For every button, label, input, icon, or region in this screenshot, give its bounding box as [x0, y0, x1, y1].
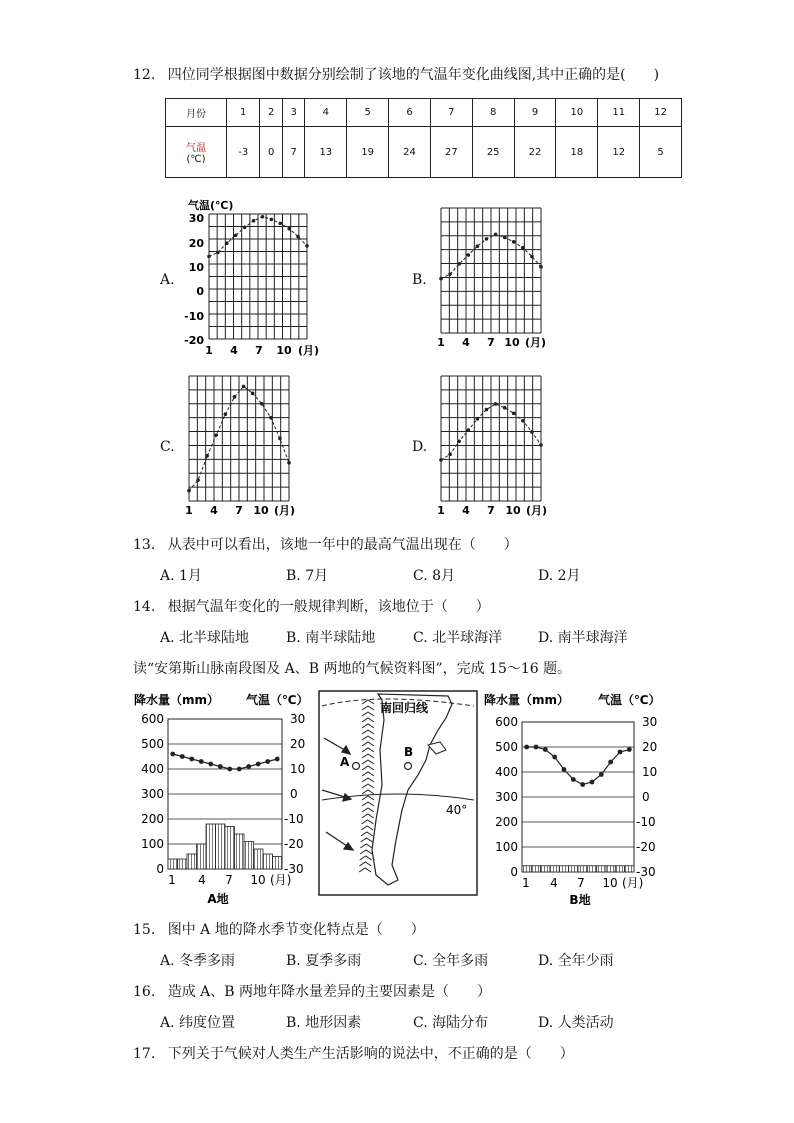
y-tick-label: 20: [188, 237, 204, 250]
precip-bar: [522, 866, 531, 872]
tropic-label: 南回归线: [380, 701, 429, 715]
x-tick: 10: [602, 876, 618, 890]
data-point: [485, 408, 489, 412]
data-point: [207, 255, 211, 259]
x-tick: 10: [250, 873, 266, 887]
x-unit-label: (月): [525, 336, 547, 349]
y-tick-label: -10: [184, 310, 204, 323]
graph-d-label: D.: [412, 439, 428, 455]
temp-line: [173, 754, 278, 769]
x-unit-label: (月): [274, 504, 296, 517]
precip-bar: [263, 854, 273, 869]
data-point: [476, 244, 480, 248]
data-point: [503, 406, 507, 410]
right-tick: -20: [636, 840, 656, 854]
data-point: [521, 419, 525, 423]
x-unit: (月): [622, 876, 644, 890]
data-point: [494, 233, 498, 237]
option-b[interactable]: B. 7月: [286, 568, 329, 584]
x-tick-label: 7: [255, 344, 263, 357]
precip-bar: [606, 866, 615, 872]
left-tick: 600: [141, 712, 164, 726]
point-a-label: A: [340, 755, 350, 769]
data-point: [476, 417, 480, 421]
x-tick: 4: [198, 873, 206, 887]
data-point: [305, 244, 309, 248]
question-number: 12.: [133, 67, 156, 83]
precip-bar: [531, 866, 540, 872]
temp-point: [170, 752, 175, 757]
x-tick: 1: [522, 876, 530, 890]
right-tick: -10: [284, 812, 304, 826]
y-tick-label: 10: [188, 261, 204, 274]
graph-a: [180, 196, 340, 358]
data-point: [214, 433, 218, 437]
table-row: [166, 127, 682, 178]
precip-bar: [244, 842, 254, 870]
right-tick: 30: [642, 715, 658, 729]
temp-point: [562, 767, 567, 772]
left-tick: 400: [141, 762, 164, 776]
precip-bar: [625, 866, 634, 872]
left-tick: 0: [510, 865, 518, 879]
precip-bar: [569, 866, 578, 872]
data-point: [187, 489, 191, 493]
data-point: [269, 416, 273, 420]
temp-point: [534, 745, 539, 750]
temp-point: [246, 764, 251, 769]
table-cell: 9: [514, 99, 556, 127]
graph-b: [432, 206, 562, 352]
precip-bar: [235, 834, 245, 869]
x-tick-label: 7: [487, 336, 495, 349]
data-point: [270, 218, 274, 222]
climate-chart-a: [130, 688, 316, 908]
table-cell: 13: [305, 127, 347, 178]
chart-b-bars: [522, 866, 634, 872]
data-point: [243, 226, 247, 230]
question-12: [133, 66, 659, 84]
precip-bar: [197, 844, 207, 869]
data-point: [251, 392, 255, 396]
table-cell: 3: [282, 99, 304, 127]
data-point: [287, 227, 291, 231]
table-cell: 6: [389, 99, 431, 127]
data-point: [196, 478, 200, 482]
option-d[interactable]: D. 南半球海洋: [538, 630, 628, 646]
table-cell: 24: [389, 127, 431, 178]
data-point: [503, 236, 507, 240]
table-cell: 2: [260, 99, 282, 127]
data-point: [530, 255, 534, 259]
question-text: 四位同学根据图中数据分别绘制了该地的气温年变化曲线图,其中正确的是( ): [167, 67, 660, 83]
x-unit-label: (月): [526, 504, 548, 517]
temp-point: [552, 755, 557, 760]
question-text: 根据气温年变化的一般规律判断，该地位于（ ）: [167, 599, 490, 615]
temp-point: [580, 782, 585, 787]
temp-point: [524, 745, 529, 750]
temp-axis-label: 气温（℃）: [598, 693, 661, 707]
table-cell: 18: [556, 127, 598, 178]
temp-unit: (℃): [186, 154, 206, 165]
table-cell: 22: [514, 127, 556, 178]
data-point: [242, 385, 246, 389]
data-point: [278, 222, 282, 226]
left-tick: 400: [495, 765, 518, 779]
data-point: [512, 412, 516, 416]
option-a[interactable]: A. 冬季多雨: [160, 953, 236, 969]
question-number: 17.: [133, 1046, 156, 1062]
data-point: [521, 246, 525, 250]
left-tick: 100: [495, 840, 518, 854]
precip-bar: [597, 866, 606, 872]
data-point: [457, 262, 461, 266]
temp-point: [199, 759, 204, 764]
option-c[interactable]: C. 全年多雨: [413, 953, 489, 969]
temp-point: [265, 759, 270, 764]
data-point: [539, 265, 543, 269]
temp-point: [189, 757, 194, 762]
precip-bar: [615, 866, 624, 872]
precip-bar: [216, 824, 226, 869]
temp-point: [237, 767, 242, 772]
chart-a-temp-line: [170, 752, 279, 772]
table-cell: 11: [598, 99, 640, 127]
data-point: [466, 253, 470, 257]
precip-bar: [168, 859, 178, 869]
table-header-temp: [166, 127, 227, 178]
right-tick: 30: [290, 712, 306, 726]
precip-bar: [225, 827, 235, 870]
temp-point: [543, 747, 548, 752]
right-tick: 0: [290, 787, 298, 801]
x-tick-label: 4: [462, 336, 470, 349]
option-a[interactable]: A. 北半球陆地: [160, 630, 250, 646]
graph-a-ylabel: 气温(℃): [188, 199, 234, 212]
temp-point: [208, 762, 213, 767]
table-cell: 1: [227, 99, 260, 127]
x-tick: 1: [168, 873, 176, 887]
x-tick: 7: [577, 876, 585, 890]
x-tick-label: 7: [235, 504, 243, 517]
right-tick: 10: [642, 765, 658, 779]
question-text: 图中 A 地的降水季节变化特点是（ ）: [167, 922, 425, 938]
table-cell: 5: [640, 127, 682, 178]
x-unit: (月): [270, 873, 292, 887]
data-point: [457, 439, 461, 443]
right-tick: 20: [290, 737, 306, 751]
left-tick: 200: [141, 812, 164, 826]
question-13: [133, 536, 518, 554]
latitude-label: 40°: [446, 803, 468, 817]
option-c[interactable]: C. 北半球海洋: [413, 630, 503, 646]
chart-caption: A地: [207, 892, 229, 906]
table-header-month: 月份: [166, 99, 227, 127]
table-row: [166, 99, 682, 127]
x-tick-label: 4: [462, 504, 470, 517]
x-tick-label: 1: [205, 344, 213, 357]
point-b-label: B: [404, 745, 414, 759]
graph-b-grid: [441, 208, 541, 333]
data-point: [485, 237, 489, 241]
left-tick: 300: [141, 787, 164, 801]
question-number: 16.: [133, 984, 156, 1000]
data-point: [278, 437, 282, 441]
question-number: 15.: [133, 922, 156, 938]
graph-c-label: C.: [160, 439, 175, 455]
y-tick-label: 30: [188, 212, 204, 225]
x-tick: 7: [225, 873, 233, 887]
question-text: 造成 A、B 两地年降水量差异的主要因素是（ ）: [167, 984, 492, 1000]
x-tick-label: 4: [230, 344, 238, 357]
precip-bar: [550, 866, 559, 872]
data-point: [225, 241, 229, 245]
question-text: 从表中可以看出，该地一年中的最高气温出现在（ ）: [167, 537, 518, 553]
question-17: [133, 1045, 574, 1063]
data-point: [530, 430, 534, 434]
data-point: [448, 272, 452, 276]
x-tick-label: 10: [253, 504, 269, 517]
chart-b-plot: [522, 722, 634, 872]
x-tick-label: 1: [437, 504, 445, 517]
precip-bar: [206, 824, 216, 869]
question-14: [133, 598, 490, 616]
question-15: [133, 921, 425, 939]
option-a[interactable]: A. 1月: [160, 568, 202, 584]
temp-point: [599, 772, 604, 777]
temp-point: [275, 757, 280, 762]
left-tick: 200: [495, 815, 518, 829]
table-cell: 25: [472, 127, 514, 178]
table-cell: 27: [430, 127, 472, 178]
x-tick-label: 10: [505, 504, 521, 517]
precip-bar: [187, 854, 197, 869]
temp-point: [627, 747, 632, 752]
data-point: [439, 277, 443, 281]
option-b[interactable]: B. 地形因素: [286, 1015, 362, 1031]
table-cell: 7: [430, 99, 472, 127]
table-cell: 19: [347, 127, 389, 178]
precip-bar: [254, 849, 264, 869]
temp-point: [180, 754, 185, 759]
x-tick-label: 10: [504, 336, 520, 349]
data-point: [205, 454, 209, 458]
temp-point: [608, 760, 613, 765]
data-point: [216, 251, 220, 255]
temp-point: [218, 764, 223, 769]
temp-point: [590, 780, 595, 785]
table-cell: 4: [305, 99, 347, 127]
graph-a-grid: [209, 214, 307, 339]
graph-a-label: A.: [160, 272, 175, 288]
x-unit-label: (月): [298, 344, 320, 357]
graph-d-grid: [441, 376, 541, 501]
chart-a-bars: [168, 824, 282, 869]
temperature-table: [165, 98, 682, 178]
table-cell: 12: [598, 127, 640, 178]
option-c[interactable]: C. 8月: [413, 568, 456, 584]
left-tick: 500: [495, 740, 518, 754]
temp-point: [227, 767, 232, 772]
data-point: [494, 402, 498, 406]
data-point: [439, 458, 443, 462]
precip-bar: [541, 866, 550, 872]
x-tick-label: 10: [276, 344, 292, 357]
andes-map: [318, 690, 478, 896]
option-d[interactable]: D. 人类活动: [538, 1015, 614, 1031]
precip-bar: [273, 857, 283, 870]
table-cell: 12: [640, 99, 682, 127]
precip-bar: [578, 866, 587, 872]
data-point: [261, 215, 265, 219]
x-tick: 4: [550, 876, 558, 890]
graph-d: [432, 374, 572, 520]
y-tick-label: 0: [196, 285, 204, 298]
precip-axis-label: 降水量（mm）: [484, 693, 570, 707]
left-tick: 100: [141, 837, 164, 851]
chart-b-temp-line: [524, 745, 631, 787]
data-point: [512, 240, 516, 244]
data-point: [224, 412, 228, 416]
option-d[interactable]: D. 全年少雨: [538, 953, 614, 969]
left-tick: 300: [495, 790, 518, 804]
data-point: [260, 402, 264, 406]
question-text: 下列关于气候对人类生产生活影响的说法中，不正确的是（ ）: [167, 1046, 574, 1062]
intro-text: 读“安第斯山脉南段图及 A、B 两地的气候资料图”，完成 15～16 题。: [133, 661, 572, 677]
right-tick: -30: [636, 865, 656, 879]
left-tick: 500: [141, 737, 164, 751]
y-tick-label: -20: [184, 334, 204, 347]
temp-label: 气温: [186, 143, 206, 154]
option-d[interactable]: D. 2月: [538, 568, 581, 584]
table-cell: 5: [347, 99, 389, 127]
precip-bar: [587, 866, 596, 872]
graph-c-grid: [189, 376, 289, 501]
x-tick-label: 7: [487, 504, 495, 517]
temp-point: [571, 777, 576, 782]
right-tick: 20: [642, 740, 658, 754]
x-tick-label: 4: [210, 504, 218, 517]
table-cell: -3: [227, 127, 260, 178]
right-tick: -20: [284, 837, 304, 851]
left-tick: 600: [495, 715, 518, 729]
option-b[interactable]: B. 南半球陆地: [286, 630, 376, 646]
right-tick: -10: [636, 815, 656, 829]
option-c[interactable]: C. 海陆分布: [413, 1015, 489, 1031]
data-point: [448, 453, 452, 457]
right-tick: 10: [290, 762, 306, 776]
data-point: [539, 443, 543, 447]
precip-axis-label: 降水量（mm）: [134, 693, 220, 707]
temp-axis-label: 气温（℃）: [246, 693, 309, 707]
data-point: [234, 233, 238, 237]
question-number: 13.: [133, 537, 156, 553]
question-number: 14.: [133, 599, 156, 615]
data-point: [466, 428, 470, 432]
right-tick: 0: [642, 790, 650, 804]
option-b[interactable]: B. 夏季多雨: [286, 953, 362, 969]
data-point: [233, 395, 237, 399]
graph-b-label: B.: [412, 272, 427, 288]
left-tick: 0: [156, 862, 164, 876]
table-cell: 8: [472, 99, 514, 127]
chart-caption: B地: [569, 893, 591, 907]
precip-bar: [178, 859, 188, 869]
x-tick-label: 1: [437, 336, 445, 349]
table-cell: 0: [260, 127, 282, 178]
graph-c: [180, 374, 320, 520]
table-cell: 10: [556, 99, 598, 127]
x-tick-label: 1: [185, 504, 193, 517]
right-tick: -30: [284, 862, 304, 876]
option-a[interactable]: A. 纬度位置: [160, 1015, 236, 1031]
climate-chart-b: [480, 688, 670, 908]
point-a-marker: [353, 763, 360, 770]
point-b-marker: [405, 763, 412, 770]
data-point: [287, 461, 291, 465]
data-point: [252, 219, 256, 223]
question-16: [133, 983, 491, 1001]
temp-point: [256, 762, 261, 767]
table-cell: 7: [282, 127, 304, 178]
temp-point: [618, 750, 623, 755]
temp-line: [527, 747, 630, 785]
data-point: [296, 235, 300, 239]
precip-bar: [559, 866, 568, 872]
